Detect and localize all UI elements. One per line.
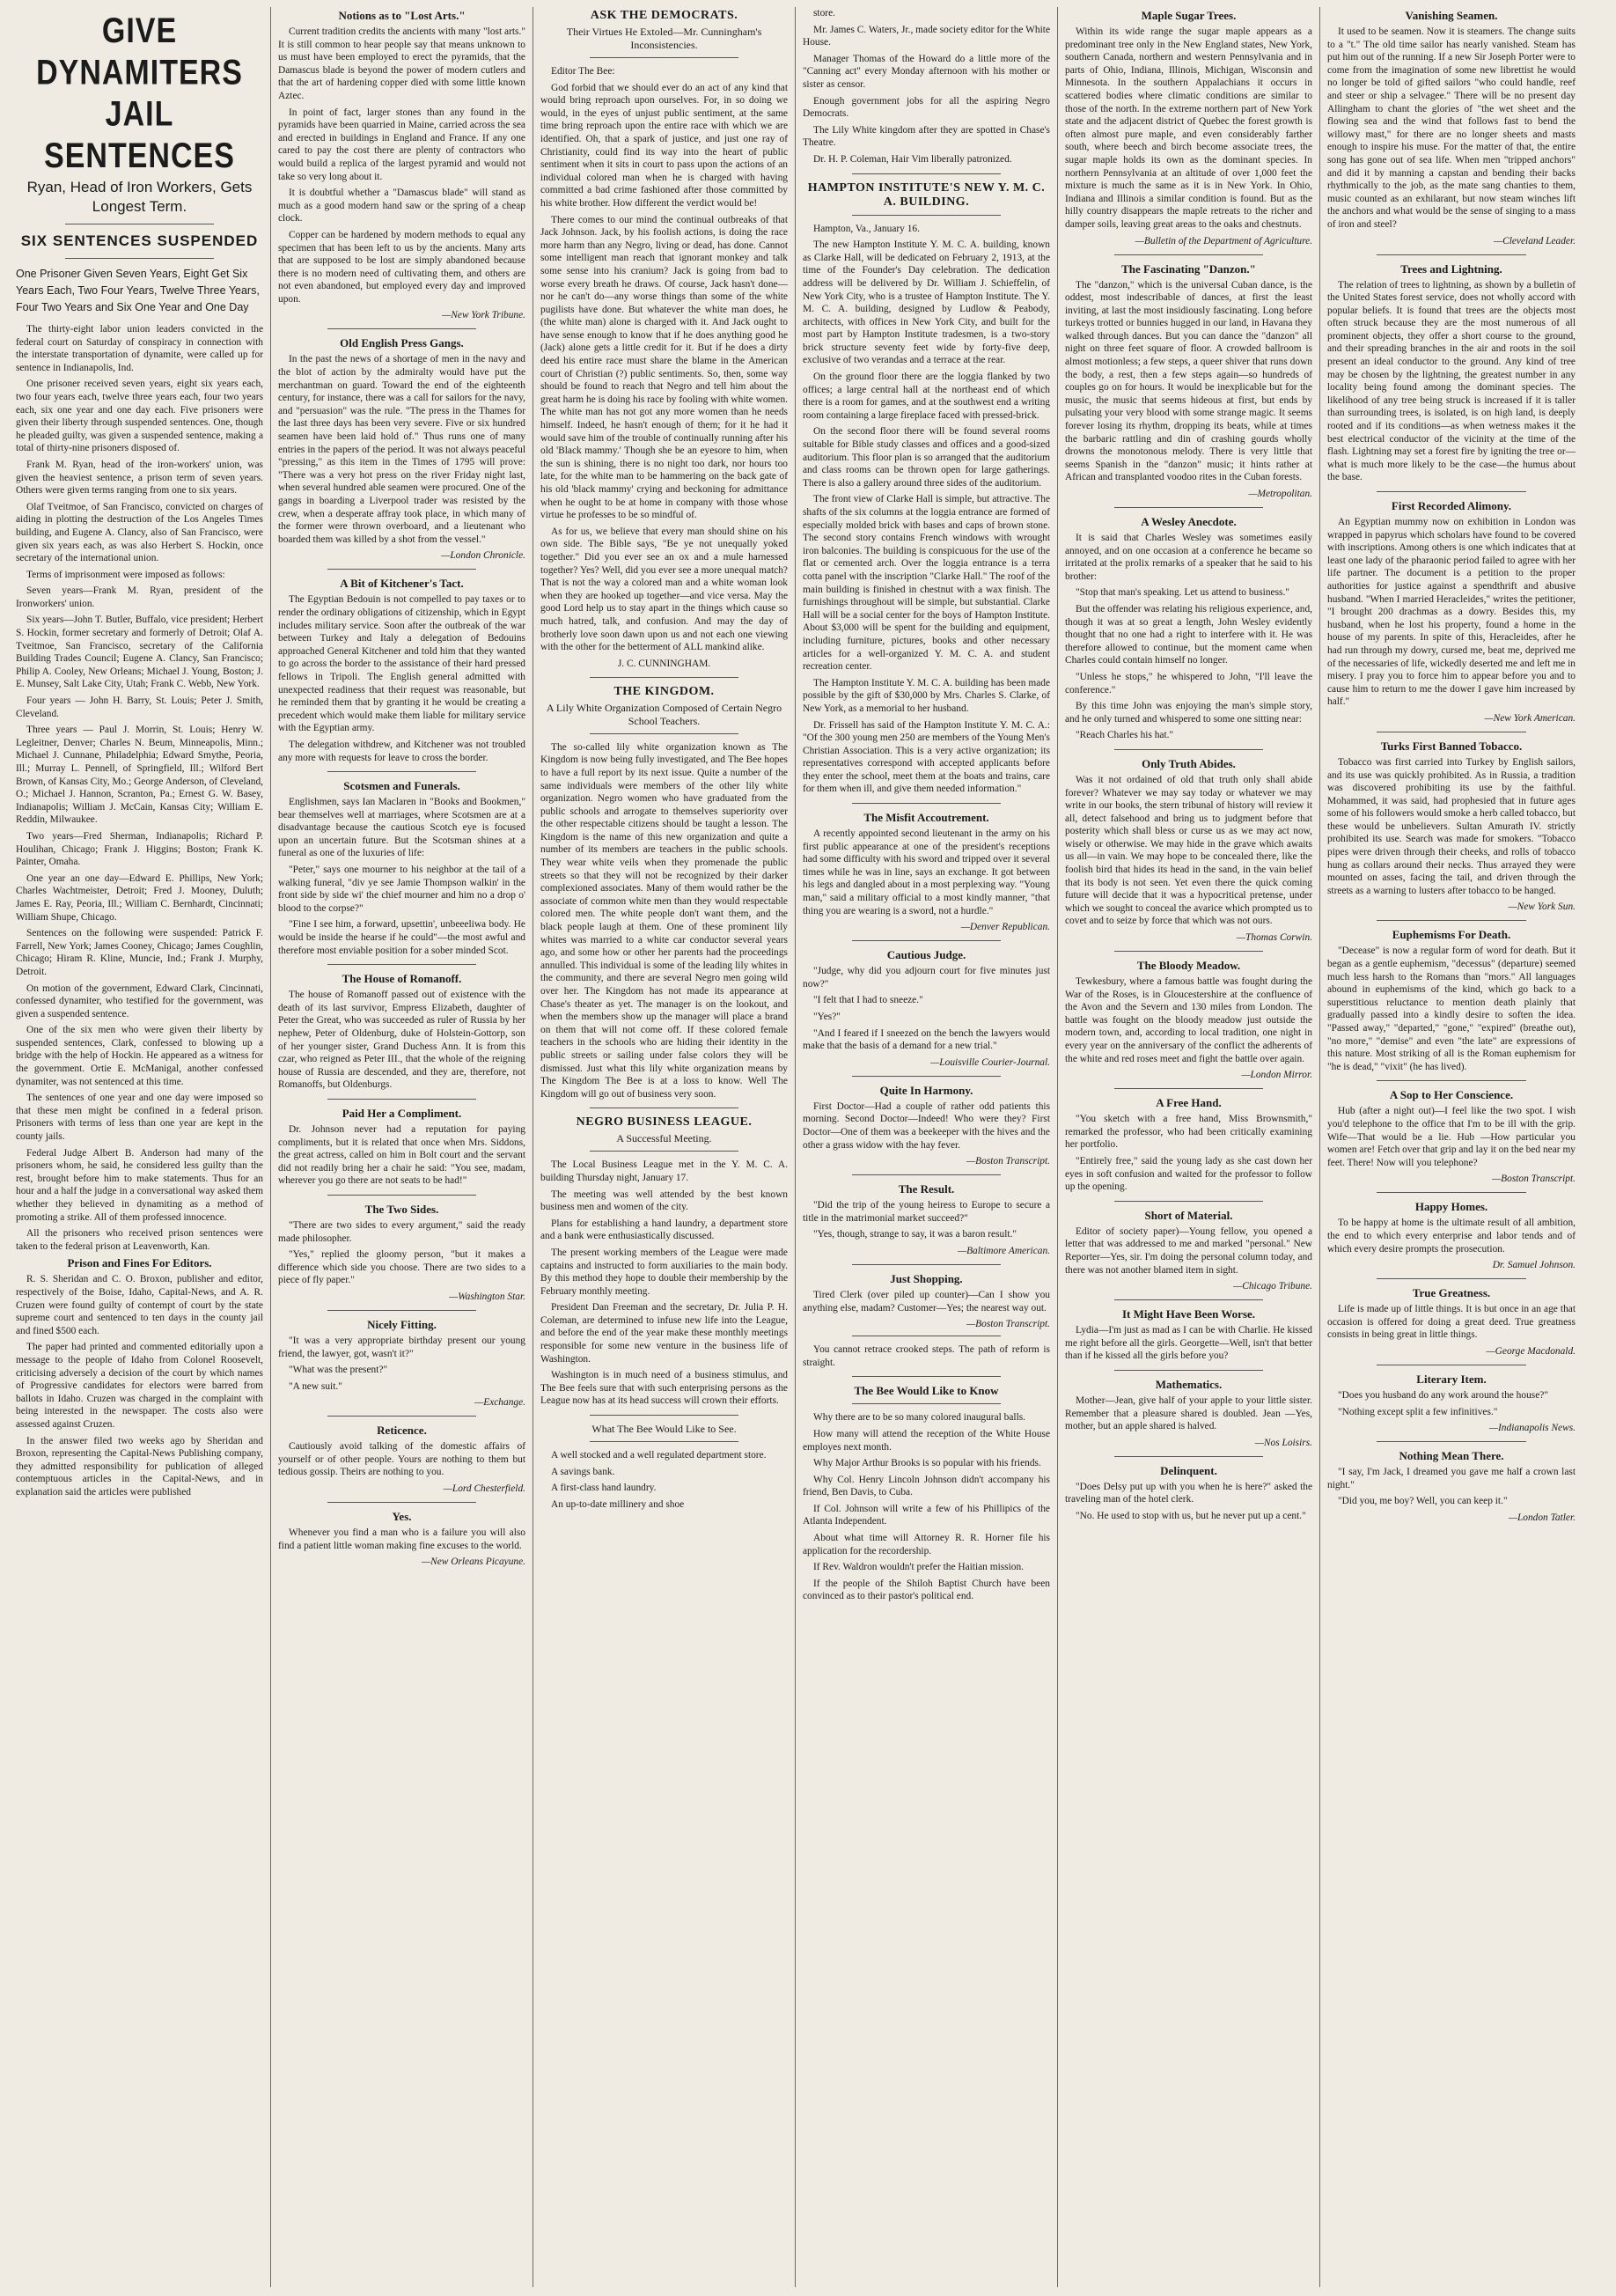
source-credit: —Nos Loisirs. <box>1254 1437 1312 1448</box>
article-ask-democrats <box>540 9 788 670</box>
article-shopping <box>803 1272 1050 1369</box>
paragraph: Plans for establishing a hand laundry, a department store and a bank were enthusiastically discussed. <box>540 1218 788 1242</box>
article-bloody-meadow <box>1065 959 1312 1081</box>
article-press-gangs <box>278 336 525 562</box>
paragraph: The so-called lily white organization known as The Kingdom is now being fully investigated, and The Bee hopes to have a full report by its next issue. Quite a number of the same individuals were members of the other lily white organization. Negro women who have graduated from the public schools and arrogate to themselves superiority over the other respectable citizens should be taught a lesson. The Kingdom is the name of this new organization and quite a number of its members are teachers in the public schools. They wear white veils when they promenade the public streets so that they will not be recognized by their darker complexioned associates. Many of them would rather be the associate of common white men than they would respectable colored men. The white people don't want them, and the black people laugh at them. One of these prominent lily whites was married to a white car conductor several years ago, and some how or other her parents had the proceedings annulled. This individual is some of the leading lily whites in the community, and there are several Negro men going wild over her. The Kingdom has not made its appearance at Chase's theater as yet. The manager is on the lookout, and when the members show up the manager will place a brand on them that will not come off. If these colored female teachers in the schools who are hiding their identity in the public streets or sailing under false colors they will be dismissed. Just what this lily white organization means by The Kingdom The Bee is at a loss to know. Well The Kingdom will go out of business very soon. <box>540 741 788 1100</box>
dateline: Hampton, Va., January 16. <box>813 223 920 234</box>
paragraph: Sentences on the following were suspended: Patrick F. Farrell, New York; James Cooney, Chicago; James Coughlin, Chicago; Hiram R. Kline, Muncie, Ind.; Frank J. Murphy, Detroit. <box>16 928 263 977</box>
paragraph: On the second floor there will be found several rooms suitable for Bible study classes and offices and a good-sized auditorium. This floor plan is so arranged that the auditorium and class rooms can be thrown open for large gatherings. There is also a gallery around three sides of the auditorium. <box>803 426 1050 489</box>
divider <box>327 1195 476 1196</box>
divider <box>327 1502 476 1503</box>
paragraph: The house of Romanoff passed out of existence with the death of its last survivor, Empress Elizabeth, daughter of Peter the Great, who was succeeded as ruler of Russia by her nephew, Peter of Oldenburg, duke of Holstein-Gottorp, son of her younger sister, Grand Duchess Ann. It is from this czar, who reigned as Peter III., that the whole of the reigning house of Russia are descended, and they are, therefore, not Romanoffs, but Oldenburgs. <box>278 990 525 1091</box>
divider <box>852 1403 1001 1404</box>
article-headline: Maple Sugar Trees. <box>1141 9 1237 22</box>
paragraph: An up-to-date millinery and shoe <box>551 1498 685 1510</box>
divider <box>590 1415 738 1416</box>
column-5 <box>1058 7 1320 2287</box>
paragraph: "No. He used to stop with us, but he never put up a cent." <box>1076 1510 1306 1521</box>
paragraph: It is doubtful whether a "Damascus blade" will stand as much as a good modern hand saw or the spring of a cheap clock. <box>278 188 525 224</box>
article-delinquent <box>1065 1464 1312 1523</box>
column-1 <box>9 7 271 2287</box>
paragraph: If Col. Johnson will write a few of his Phillipics of the Atlanta Independent. <box>803 1503 1050 1527</box>
paragraph: Olaf Tveitmoe, of San Francisco, convicted on charges of aiding in plotting the destruction of the Los Angeles Times building, and Eugene A. Clancy, also of San Francisco, were given six years each, as was also Herbert S. Hockin, once secretary of the international union. <box>16 501 263 564</box>
article-headline: The Result. <box>898 1182 955 1196</box>
paragraph: A first-class hand laundry. <box>551 1483 657 1494</box>
divider <box>1377 254 1525 255</box>
article-nothing-mean <box>1327 1449 1576 1524</box>
paragraph: How many will attend the reception of the White House employes next month. <box>803 1428 1050 1453</box>
article-headline: The Bloody Meadow. <box>1136 959 1241 973</box>
column-3 <box>533 7 796 2287</box>
article-yes <box>278 1510 525 1568</box>
article-headline: Notions as to "Lost Arts." <box>338 9 466 22</box>
paragraph: "Nothing except split a few infinitives." <box>1338 1406 1498 1417</box>
divider <box>590 1441 738 1442</box>
source-credit: —London Mirror. <box>1241 1070 1312 1081</box>
divider <box>1114 507 1263 508</box>
divider <box>852 803 1001 804</box>
paragraph: Terms of imprisonment were imposed as follows: <box>26 569 225 580</box>
paragraph: Mr. James C. Waters, Jr., made society editor for the White House. <box>803 24 1050 48</box>
source-credit: —New York Tribune. <box>442 310 525 321</box>
paragraph: About what time will Attorney R. R. Horner file his application for the recordership. <box>803 1533 1050 1556</box>
article-two-sides <box>278 1203 525 1303</box>
divider <box>852 1376 1001 1377</box>
column-2 <box>271 7 533 2287</box>
divider <box>65 258 214 259</box>
article-kingdom <box>540 685 788 1101</box>
paragraph: "Unless he stops," he whispered to John, "I'll leave the conference." <box>1065 671 1312 695</box>
article-subheadline: What The Bee Would Like to See. <box>591 1423 737 1436</box>
paragraph: Editor The Bee: <box>551 66 615 77</box>
source-credit: —London Chronicle. <box>441 550 525 562</box>
article-headline: ASK THE DEMOCRATS. <box>590 9 738 22</box>
article-literary-item <box>1327 1372 1576 1434</box>
paragraph: A savings bank. <box>551 1466 615 1477</box>
source-credit: —Louisville Courier-Journal. <box>930 1056 1050 1068</box>
paragraph: Dr. Frissell has said of the Hampton Institute Y. M. C. A.: "Of the 300 young men 250 are members of the Young Men's Christian Association. This is a very active organization; its representatives correspond with accepted applicants before they enter the school, meet them at the boats and trains, care for them when ill, and give them needed information." <box>803 719 1050 795</box>
paragraph: "I felt that I had to sneeze." <box>813 995 923 1006</box>
paragraph: One prisoner received seven years, eight six years each, two four years each, twelve three years each, four two years each, six one year and one day each. Five prisoners were given their liberty through suspended sentences. One, though he pleaded guilty, was given a suspended sentence, making a total of thirty-nine prisoners disposed of. <box>16 379 263 454</box>
paragraph: It used to be seamen. Now it is steamers. The change suits to a "t." The old time sailor has nearly vanished. Steam has put him out of the running. If a new Sir Joseph Porter were to come from the imagination of some new librettist he would no longer be told of gifted sailors "who could handle, reef and steer or ship a selvagee." There will be no present day Allingham to chant the glories of "the wet sheet and the flowing sea and the wind that follows fast to bend the willowy mast," for there are no longer sheets and masts enough to inspire his muse. For the matter of that, the entire song has gone out of sea life. When men "tripped anchors" and did it by manning a capstan and bending their backs rhythmically to the job, as the mate sang chanties to them, music counted as an exhilarant, but now steam winches lift the anchors and what would be the sense of singing to a mass of iron and steel? <box>1327 26 1576 230</box>
source-credit: —Denver Republican. <box>960 922 1050 933</box>
article-nicely-fitting <box>278 1318 525 1409</box>
paragraph: The front view of Clarke Hall is simple, but attractive. The shafts of the six columns at the loggia entrance are formed of especially molded brick with bases and caps of brown stone. The second story contains French windows with wrought iron balconies. The building is conspicuous for the use of the flat or cemented arch. Over the loggia entrance is a terra cotta panel with the inscription "Clarke Hall." The roof of the main building is finished in chestnut with a wax finish. The furnishings throughout will be simple, but substantial. Clarke Hall will be a social center for the boys of Hampton Institute. About $3,000 will be spent for the building and equipment, including furniture, pictures, books and other necessary articles for a well-organized Y. M. C. A. and student recreation center. <box>803 494 1050 673</box>
paragraph: Federal Judge Albert B. Anderson had many of the prisoners whom, he said, he considered less guilty than the rest, brought before him to make statements. Thus for an hour and a half the judge in a conversational way asked them whether they believed in dynamiting as a method of promoting a strike. All of them professed innocence. <box>16 1147 263 1223</box>
paragraph: On motion of the government, Edward Clark, Cincinnati, confessed dynamiter, who testified for the government, was given a suspended sentence. <box>16 982 263 1019</box>
article-headline: It Might Have Been Worse. <box>1121 1307 1256 1321</box>
paragraph: Washington is in much need of a business stimulus, and The Bee feels sure that with such enterprising persons as the League now has at its head success will crown their efforts. <box>540 1370 788 1407</box>
divider <box>1377 1441 1525 1442</box>
article-headline: The Bee Would Like to Know <box>854 1384 999 1398</box>
divider <box>1377 920 1525 921</box>
article-might-be-worse <box>1065 1307 1312 1363</box>
divider <box>1114 1299 1263 1300</box>
article-misfit <box>803 811 1050 933</box>
source-credit: —New Orleans Picayune. <box>422 1556 525 1568</box>
source-credit: —Boston Transcript. <box>966 1319 1050 1330</box>
paragraph: The meeting was well attended by the best known business men and women of the city. <box>540 1188 788 1213</box>
divider <box>1377 1080 1525 1081</box>
article-headline: Yes. <box>392 1510 412 1524</box>
article-headline: Quite In Harmony. <box>879 1083 973 1097</box>
paragraph: The Hampton Institute Y. M. C. A. building has been made possible by the gift of $30,000 by Mrs. Charles S. Clarke, of New York, as a memorial to her husband. <box>803 677 1050 714</box>
article-short-material <box>1065 1209 1312 1292</box>
paragraph: "You sketch with a free hand, Miss Brownsmith," remarked the professor, who had been critically examining her portfolio. <box>1065 1114 1312 1151</box>
divider <box>852 1174 1001 1175</box>
source-credit: —New York American. <box>1484 712 1576 724</box>
paragraph: "Fine I see him, a forward, upsettin', unbeeeliwa body. He would be inside the hearse if he could"—the most awful and therefore most enviable position for a sober minded Scot. <box>278 919 525 956</box>
article-headline: Delinquent. <box>1160 1463 1217 1477</box>
paragraph: The new Hampton Institute Y. M. C. A. building, known as Clarke Hall, will be dedicated on February 2, 1913, at the time of the Founder's Day celebration. The dedication address will be delivered by Dr. William J. Schieffelin, of New York City, who is a trustee of Hampton Institute. The Y. M. C. A. building, designed by Ludlow & Peabody, architects, with offices in New York City, and built for the most part by Hampton Institute tradesmen, is a two-story brick structure seventy feet wide by forty-five deep, exclusive of two verandas and a terrace at the rear. <box>803 239 1050 366</box>
divider <box>1114 254 1263 255</box>
paragraph: Two years—Fred Sherman, Indianapolis; Richard P. Houlihan, Chicago; Frank J. Higgins; Boston; Frank K. Painter, Omaha. <box>16 830 263 868</box>
divider <box>590 677 738 678</box>
paragraph: "Peter," says one mourner to his neighbor at the tail of a walking funeral, "div ye see Jamie Thompson walkin' in the front side by side wi' the chief mourner and him no a drop o' blood to the corpse?" <box>278 865 525 914</box>
paragraph: "Entirely free," said the young lady as she cast down her eyes in soft confusion and waited for the professor to follow up the opening. <box>1065 1155 1312 1193</box>
paragraph: "What was the present?" <box>289 1365 388 1376</box>
paragraph: Englishmen, says Ian Maclaren in "Books and Bookmen," bear themselves well at marriages, where Scotsmen are at a disadvantage because the cautious Scotch eye is focused upon an uncertain future. But the Scotsman shines at a funeral as one of the luxuries of life: <box>278 797 525 859</box>
paragraph: One of the six men who were given their liberty by suspended sentences, Clark, confessed to blowing up a bridge with the help of Hockin. He appeared as a witness for the government. Ortie E. McManigal, another confessed dynamiter, was not sentenced at this time. <box>16 1025 263 1087</box>
column-6 <box>1320 7 1583 2287</box>
paragraph: Tired Clerk (over piled up counter)—Can I show you anything else, madam? Customer—Yes; the nearest way out. <box>803 1289 1050 1314</box>
divider <box>852 215 1001 216</box>
article-headline: Nothing Mean There. <box>1399 1449 1504 1463</box>
article-headline: Happy Homes. <box>1414 1200 1488 1214</box>
article-headline: Only Truth Abides. <box>1142 756 1236 770</box>
article-kitchener <box>278 577 525 764</box>
divider <box>327 1099 476 1100</box>
article-headline: Cautious Judge. <box>886 948 966 962</box>
divider <box>590 733 738 734</box>
article-alimony <box>1327 499 1576 725</box>
divider <box>327 964 476 965</box>
source-credit: —Boston Transcript. <box>966 1156 1050 1167</box>
paragraph: "Does Delsy put up with you when he is here?" asked the traveling man of the hotel clerk. <box>1065 1481 1312 1505</box>
headline-deck-bold: SIX SENTENCES SUSPENDED <box>20 232 259 249</box>
source-credit: —Thomas Corwin. <box>1236 932 1312 944</box>
paragraph: store. <box>813 8 835 18</box>
article-free-hand <box>1065 1096 1312 1194</box>
article-headline: The Two Sides. <box>364 1202 439 1216</box>
article-bee-like-to-see <box>540 1423 788 1511</box>
paragraph: On the ground floor there are the loggia flanked by two offices; a large central hall at the northeast end of which there is a room for games, and at the southwest end a writing room containing a large fireplace faced with pressed-brick. <box>803 372 1050 421</box>
article-bee-like-to-know <box>803 1384 1050 1603</box>
paragraph: Dr. H. P. Coleman, Hair Vim liberally patronized. <box>813 153 1012 165</box>
paragraph: Why Major Arthur Brooks is so popular with his friends. <box>813 1458 1041 1469</box>
article-headline: The Fascinating "Danzon." <box>1121 261 1256 276</box>
article-harmony <box>803 1084 1050 1167</box>
paragraph: Why there are to be so many colored inaugural balls. <box>813 1412 1026 1424</box>
divider <box>852 940 1001 941</box>
divider <box>1114 1088 1263 1089</box>
paragraph: R. S. Sheridan and C. O. Broxon, publisher and editor, respectively of the Boise, Idaho, Capital-News, and A. R. Cruzen were found guilty of contempt of court by the state supreme court and sentenced to ten days in the county jail and fined $500 each. <box>16 1274 263 1336</box>
divider <box>1377 491 1525 492</box>
paragraph: The paper had printed and commented editorially upon a message to the people of Idaho from Colonel Roosevelt, criticising adversely a decision of the court by which names of Progressive candidates for electors were barred from ballots in Idaho. Cruzen was charged in the complaint with being interested in the newspaper. The costs also were assessed against Cruzen. <box>16 1342 263 1430</box>
paragraph: "I say, I'm Jack, I dreamed you gave me half a crown last night." <box>1327 1467 1576 1490</box>
source-credit: —Indianapolis News. <box>1488 1423 1576 1434</box>
paragraph: The thirty-eight labor union leaders convicted in the federal court on Saturday of conspiracy in connection with the interstate transportation of dynamite, were called up for sentence in Indianapolis, Ind. <box>16 324 263 373</box>
article-headline: A Free Hand. <box>1156 1096 1222 1110</box>
paragraph: All the prisoners who received prison sentences were taken to the federal prison at Leavenworth, Kan. <box>16 1228 263 1252</box>
article-headline: Turks First Banned Tobacco. <box>1380 739 1523 753</box>
headline-summary: One Prisoner Given Seven Years, Eight Get Six Years Each, Two Four Years, Twelve Three Years, Four Two Years and Six One Year and One Day <box>16 268 260 313</box>
article-headline: A Bit of Kitchener's Tact. <box>340 577 464 591</box>
divider <box>1377 1278 1525 1279</box>
paragraph: Seven years—Frank M. Ryan, president of the Ironworkers' union. <box>16 585 263 609</box>
source-credit: —London Tatler. <box>1508 1512 1576 1523</box>
article-trees-lightning <box>1327 262 1576 485</box>
article-wesley <box>1065 515 1312 742</box>
author-signature: J. C. CUNNINGHAM. <box>617 658 711 669</box>
article-dynamiters <box>16 11 263 1498</box>
article-bee-like-to-see-cont <box>803 7 1050 166</box>
source-credit: —Boston Transcript. <box>1492 1174 1576 1185</box>
article-headline: Euphemisms For Death. <box>1392 928 1511 942</box>
paragraph: "It was a very appropriate birthday present our young friend, the lawyer, got, wasn't it?" <box>278 1335 525 1359</box>
column-4 <box>796 7 1058 2287</box>
paragraph: God forbid that we should ever do an act of any kind that would bring reproach upon ourselves. For, in so doing we would, in the eyes of unjust public sentiment, at the same time bring reproach upon the entire race with which we are identified. Oh, that a spark of justice, and just one ray of Christianity, could find its way into the heart of public sentiment when it sits in court to pass upon the actions of an individual colored man when he is charged with having committed a bad crime fashioned after those committed by his white brother. How different the verdict would be! <box>540 82 788 209</box>
paragraph: An Egyptian mummy now on exhibition in London was wrapped in papyrus which scholars have found to be covered with inscriptions. Among others is one which indicates that at least one lady of the pharaonic period failed to agree with her life partner. The document is a petition to the proper authorities for justice against a spendthrift and abusive husband. "When I married Heracleides," writes the petitioner, "I brought 200 drachmas as a dowry. Besides this, my husband, when he lost his property, found a home in the house of my parents. In spite of this, Heracleides, after he had run through my dowry, cursed me, beat me, deprived me of the necessaries of life, wickedly deserted me and left me in misery. I pray you to force him to appear before you and to cause him to return to me the dower I gave him increased by half." <box>1327 517 1576 708</box>
article-headline: A Wesley Anecdote. <box>1141 515 1237 528</box>
paragraph: Manager Thomas of the Howard do a little more of the "Canning act" every Monday afternoon with his mother or sister as censor. <box>803 53 1050 90</box>
source-credit: —Bulletin of the Department of Agriculture. <box>1135 235 1312 247</box>
article-tobacco <box>1327 740 1576 914</box>
paragraph: Within its wide range the sugar maple appears as a predominant tree only in the New England states, New York, southern Canada, northern and western Pennsylvania and in parts of Ohio, Indiana, Illinois, Michigan, Wisconsin and Minnesota. In the southern Appalachians it occurs in scattered bodies where climatic conditions are similar to those of the north. In the extreme northern part of New York state and the adjacent district of Quebec the forest growth is often almost pure maple, and even considerably farther south, where beech and birch become associate trees, the sugar maple holds its own as the dominant species. In northern Pennsylvania at an altitude of over 1,000 feet the mixture is much the same as it is in New York. In Ohio, Indiana and Illinois a similar condition is found. But as the hilly country disappears the maple retreats to the richer and damper soils, leaving great areas to the oaks and chestnuts. <box>1065 26 1312 230</box>
paragraph: "Stop that man's speaking. Let us attend to business." <box>1076 587 1289 599</box>
source-credit: —Chicago Tribune. <box>1233 1281 1312 1292</box>
article-hampton <box>803 181 1050 797</box>
article-happy-homes <box>1327 1200 1576 1271</box>
paragraph: The delegation withdrew, and Kitchener was not troubled any more with requests for leave to cross the border. <box>278 739 525 763</box>
paragraph: A well stocked and a well regulated department store. <box>551 1450 767 1461</box>
article-sop-conscience <box>1327 1088 1576 1185</box>
main-headline: GIVE DYNAMITERS JAIL SENTENCES <box>36 11 243 176</box>
paragraph: First Doctor—Had a couple of rather odd patients this morning. Second Doctor—Indeed! Who were they? First Doctor—One of them was a beekeeper with the hives and the other a grass widow with the hay fever. <box>803 1100 1050 1151</box>
divider <box>327 328 476 329</box>
article-subheadline: A Lily White Organization Composed of Certain Negro School Teachers. <box>546 701 782 727</box>
paragraph: President Dan Freeman and the secretary, Dr. Julia P. H. Coleman, are determined to infuse new life into the League, and before the end of the year make these monthly meetings responsible for some new venture in the business life of Washington. <box>540 1302 788 1365</box>
paragraph: Was it not ordained of old that truth only shall abide forever? Whatever we may say today or whatever we may write in our books, the stern tribunal of history will review it all, detect falsehood and bring us to judgment before that posterity which shall bless or curse us as we may act now, wisely or otherwise. We may hide in the grave which awaits us all—in vain. We may hope to be concealed there, like the foolish bird that hides its head in the sand, in the vain belief that its body is not seen. Yet even there the quick coming future will decide that it was a hypocritical pretense, under which we sought to conceal the avarice which prompted us to covet and to seize by force that which was not ours. <box>1065 774 1312 927</box>
paragraph: Six years—John T. Butler, Buffalo, vice president; Herbert S. Hockin, former secretary and formerly of Detroit; Olaf A. Tveitmoe, San Francisco, secretary of the California Building Trades Council; Eugene A. Clancy, San Francisco; Philip A. Cooley, New Orleans; Michael J. Young, Boston; J. E. Munsey, Salt Lake City, Utah; Frank C. Webb, New York. <box>16 614 263 690</box>
paragraph: The Egyptian Bedouin is not compelled to pay taxes or to render the ordinary obligations of citizenship, which in Egypt includes military service. Soon after the outbreak of the war between Turkey and Italy a delegation of Bedouins approached General Kitchener and told him that they wanted to go across the border to the assistance of their hard pressed fellows in Tripoli. The English general admitted with unexpected readiness that their request was reasonable, but he reminded them that by granting it he would be creating a precedent which would make them liable for military service with the Egyptian army. <box>278 594 525 734</box>
paragraph: In the answer filed two weeks ago by Sheridan and Broxon, representing the Capital-News Publishing company, they admitted responsibility for publication of alleged contemptuous articles in the Capital-News, and in explanation said the articles were published <box>16 1435 263 1498</box>
paragraph: Dr. Johnson never had a reputation for paying compliments, but it is related that once when Mrs. Siddons, the great actress, called on him in Bolt court and the servant did not readily bring her a chair he said: "You see, madam, wherever you go there are not seats to be had!" <box>278 1123 525 1187</box>
divider <box>852 1264 1001 1265</box>
paragraph: In point of fact, larger stones than any found in the pyramids have been quarried in Maine, carried across the sea and erected in buildings in England and France. If any one cared to pay the cost there are plenty of contractors who would build a replica of the largest pyramid and would not take so very long about it. <box>278 107 525 182</box>
divider <box>590 57 738 58</box>
article-headline: True Greatness. <box>1412 1286 1491 1300</box>
article-headline: Trees and Lightning. <box>1400 261 1502 276</box>
paragraph: "And I feared if I sneezed on the bench the lawyers would make that the basis of a demand for a new trial." <box>803 1027 1050 1052</box>
paragraph: By this time John was enjoying the man's simple story, and he only turned and whispered to some one sitting near: <box>1065 701 1312 725</box>
paragraph: Copper can be hardened by modern methods to equal any specimen that has been left to us by the ancients. Many arts that are supposed to be lost are simply abandoned because there is no modern need of cultivating them, and others are not even abandoned, but employed every day and improved upon. <box>278 229 525 305</box>
article-euphemisms <box>1327 928 1576 1073</box>
divider <box>590 1151 738 1152</box>
source-credit: —Baltimore American. <box>957 1245 1050 1256</box>
source-credit: —George Macdonald. <box>1486 1345 1576 1357</box>
article-true-greatness <box>1327 1286 1576 1358</box>
article-result <box>803 1182 1050 1257</box>
article-headline: Reticence. <box>377 1424 427 1438</box>
source-credit: —Metropolitan. <box>1248 489 1312 499</box>
headline-deck: Ryan, Head of Iron Workers, Gets Longest Term. <box>26 179 253 215</box>
paragraph: It is said that Charles Wesley was sometimes easily annoyed, and on one occasion at a conference he became so irritated at the prolix remarks of a speaker that he said to his brother: <box>1065 533 1312 582</box>
article-headline: Paid Her a Compliment. <box>342 1106 462 1120</box>
article-maple <box>1065 9 1312 247</box>
paragraph: If the people of the Shiloh Baptist Church have been convinced as to their pastor's political end. <box>803 1578 1050 1602</box>
source-credit: —Cleveland Leader. <box>1493 235 1576 247</box>
paragraph: "Decease" is now a regular form of word for death. But it began as a gentle euphemism, "decessus" (departure) seemed much less harsh to the Romans than "mors." All languages abound in euphemisms of the kind, which go back to a superstitious reluctance to mention death plainly that gradually passed into a kindly desire to soften the idea. "Passed away," "departed," "gone," "expired" (breathe out), "no more," "demise" and even "the late" are expressions of this nature. Most striking of all is the Roman euphemism for "he is dead," "vixit" (he has lived). <box>1327 946 1576 1072</box>
paragraph: Mother—Jean, give half of your apple to your little sister. Remember that a pleasure shared is doubled. Jean —Yes, mother, but an apple shared is halved. <box>1065 1395 1312 1432</box>
paragraph: "Judge, why did you adjourn court for five minutes just now?" <box>803 966 1050 990</box>
divider <box>327 569 476 570</box>
divider <box>1114 1456 1263 1457</box>
paragraph: "There are two sides to every argument," said the ready made philosopher. <box>278 1219 525 1244</box>
paragraph: There comes to our mind the continual outbreaks of that Jack Johnson. Jack, by his foolish actions, is doing the race more harm than any Negro, living or dead, has done. Cannot some intelligent man reach that ignorant monkey and talk some sense into his cranium? Jack is going from bad to worse every breath he draws. Of course, Jack hasn't done—nor he can't do—any worse things than some of the white pugilists have done. But whatever the white man does, he (the white man) alone is charged with it. And Jack ought to have sense enough to know that if he does anything good he (Jack) alone gets a little credit for it. But if he does a dirty deed his entire race must share the blame in the American court of Christian (?) public sentiments. So, then, some way should be found to reach that Negro and tell him about the great harm he is doing his race by fooling with white women. The white man has not got any more women than he needs himself. Indeed, he hasn't enough of them; for it he had it would save him of the trouble of continually running after his old 'Black mammy.' Though she be an eyesore to him, when the sun is shining, there is no night too dark, nor hours too late, for the white man to be hammering on the back gate of his old 'black mammy' crying and beckoning for admittance when he ought to be at home in company with those whose virtue he professes to be so mindful of. <box>540 214 788 521</box>
divider <box>852 1076 1001 1077</box>
paragraph: The Lily White kingdom after they are spotted in Chase's Theatre. <box>803 124 1050 149</box>
article-truth <box>1065 757 1312 944</box>
paragraph: Current tradition credits the ancients with many "lost arts." It is still common to hear people say that means unknown to us must have been employed to erect the pyramids, that the Damascus blade is beyond the power of modern cutlers and that the art of hardening copper died with some little known Aztec. <box>278 26 525 101</box>
paragraph: The sentences of one year and one day were imposed so that these men might be confined in a federal prison. Prisoners with terms of less than one year are kept in the county jails. <box>16 1093 263 1143</box>
paragraph: Lydia—I'm just as mad as I can be with Charlie. He kissed me right before all the girls. Georgette—Well, isn't that better than if he kissed all the girls before you? <box>1065 1325 1312 1362</box>
article-headline: Just Shopping. <box>890 1271 963 1285</box>
divider <box>1114 1201 1263 1202</box>
paragraph: "Yes, though, strange to say, it was a baron result." <box>813 1229 1017 1240</box>
paragraph: The present working members of the League were made captains and instructed to form auxiliaries to the main body. By this method they hope to double their membership by the February monthly meeting. <box>540 1247 788 1297</box>
divider <box>1114 1370 1263 1371</box>
paragraph: In the past the news of a shortage of men in the navy and the blot of action by the admiralty would have put the merchantman on guard. Toward the end of the eighteenth century, for instance, there was a call for sailors for the navy, and "persuasion" was the rule. "The press in the Thames for the last three days has been very severe. Five or six hundred seamen have been laid hold of." Thus runs one of many entries in the papers of the period. It was not always peaceful "pressing," as this item in the Times of 1795 will prove: "There was a very hot press on the river Friday night last, when several hundred able seamen were procured. One of the gangs in boarding a Liverpool trader was resisted by the crew, when a desperate affray took place, in which many of the former were thrown overboard, and a lieutenant who boarded them was killed by a shot from the vessel." <box>278 354 525 545</box>
source-credit: —Washington Star. <box>449 1291 525 1302</box>
article-cautious-judge <box>803 948 1050 1069</box>
divider <box>1114 749 1263 750</box>
paragraph: The relation of trees to lightning, as shown by a bulletin of the United States forest service, does not wholly accord with popular beliefs. It is found that trees are the objects most often struck because they are the most numerous of all prominent objects, they offer a short course to the ground, and their spreading branches in the air and roots in the soil present an ideal conductor to the ground. Any kind of tree may be chosen by the lightning, the greatest number in any locality being found among the dominant species. The likelihood of any tree being struck is increased if it is taller than surrounding trees, is isolated, is on high land, is deeply rooted and if its conditions—as when wetness makes it the best electrical conductor of the vicinity at the time of the flash. Lightning may set a forest fire by igniting the tree or—what is much more likely to be the case—the humus about the base. <box>1327 279 1576 483</box>
paragraph: Editor of society paper)—Young fellow, you opened a letter that was addressed to me and marked "personal." New Reporter—Yes, sir. I'm doing the personal column today, and there was not another blamed item in sight. <box>1065 1225 1312 1276</box>
paragraph: As for us, we believe that every man should shine on his own side. The Bible says, "Be ye not unequally yoked together." Did you ever see an ox and a mule harnessed together? Yes? Well, did you ever see a more unequal match? That is not the way a colored man and a white woman look when they are hooked up together—and vice versa. May the good Lord help us to stay apart in the things which cause so much hatred, talk, and confusion. And may the day of brotherly love soon dawn upon us and not each one viewing with the other for the betterment of ALL mankind alike. <box>540 526 788 653</box>
article-business-league <box>540 1115 788 1408</box>
paragraph: Whenever you find a man who is a failure you will also find a patient little woman making fine excuses to the world. <box>278 1527 525 1551</box>
paragraph: To be happy at home is the ultimate result of all ambition, the end to which every enterprise and labor tends and of which every desire prompts the prosecution. <box>1327 1218 1576 1255</box>
source-credit: —New York Sun. <box>1508 901 1576 913</box>
paragraph: Cautiously avoid talking of the domestic affairs of yourself or of other people. Yours are nothing to them but tedious gossip. Theirs are nothing to you. <box>278 1441 525 1478</box>
article-headline: Scotsmen and Funerals. <box>343 779 460 793</box>
paragraph: The "danzon," which is the universal Cuban dance, is the oddest, most indescribable of dances, at first the least inviting, at last the most insidiously fascinating. Long before turkeys trotted or bunnies hugged in our land, in Havana they walked through dances. But you can dance the "danzon" all night on three feet square of floor. A crowded ballroom is almost motionless; a few steps, a queer shiver that runs down the body, a rest, then a few steps again—so hundreds of couples go on for hours. It would be inexplicable but for the music, the music that seems hideous at first, but ends by pulsating your very blood with some strange magic. It seems forever losing its rhythm, dropping its beats, while at times the barbaric rattling and din of crashing gourds wholly drowns the monotonous melody. There is very little that seems Spanish in the "danzon" music; it hints rather at African and transplanted voodoo rites in the Cuban forests. <box>1065 279 1312 483</box>
article-scotsmen <box>278 779 525 957</box>
divider <box>327 771 476 772</box>
source-credit: —Exchange. <box>474 1397 525 1409</box>
paragraph: One year an one day—Edward E. Phillips, New York; Charles Wachtmeister, Detroit; Fred J. Mooney, Duluth; James E. Ray, Peoria, Ill.; William C. Bernhardt, Cincinnati; William Shupe, Chicago. <box>16 872 263 923</box>
paragraph: "Yes," replied the gloomy person, "but it makes a difference which side you choose. There are two sides to a piece of fly paper." <box>278 1249 525 1286</box>
article-headline: Short of Material. <box>1144 1208 1233 1222</box>
divider <box>852 173 1001 174</box>
paragraph: If Rev. Waldron wouldn't prefer the Haitian mission. <box>813 1562 1025 1573</box>
article-headline: Vanishing Seamen. <box>1405 9 1498 22</box>
article-vanishing-seamen <box>1327 9 1576 247</box>
source-credit: Dr. Samuel Johnson. <box>1492 1260 1576 1271</box>
article-lost-arts <box>278 9 525 321</box>
paragraph: Three years — Paul J. Morrin, St. Louis; Henry W. Legleitner, Denver; Charles N. Beum, Minneapolis, Minn.; Michael J. Cunnane, Philadelphia; Edward Smythe, Peoria, Ill.; Murray L. Pennell, of Springfield, Ill.; Wilford Bert Brown, of Kansas City, Mo.; George Anderson, of Cleveland, O.; Michael J. Hannon, Scranton, Pa.; Ernest G. W. Basey, Indianapolis; William J. McCain, Kansas City; William E. Reddin, Milwaukee. <box>16 725 263 826</box>
article-headline: NEGRO BUSINESS LEAGUE. <box>576 1115 753 1130</box>
paragraph: A recently appointed second lieutenant in the army on his first public appearance at one of the president's receptions had some difficulty with his sword and tripped over it several times while he was in line, says an exchange. It got between his legs and dangled about in a most perplexing way. "Young man," said a military official to a most kindly manner, "that thing you are wearing is a sword, not a hurdle." <box>803 828 1050 916</box>
article-headline: Mathematics. <box>1155 1377 1223 1391</box>
paragraph: "Does you husband do any work around the house?" <box>1338 1389 1548 1401</box>
divider <box>327 1310 476 1311</box>
columns <box>9 7 1607 2287</box>
article-mathematics <box>1065 1378 1312 1449</box>
paragraph: Enough government jobs for all the aspiring Negro Democrats. <box>803 95 1050 120</box>
paragraph: Four years — John H. Barry, St. Louis; Peter J. Smith, Cleveland. <box>16 695 263 719</box>
article-headline: HAMPTON INSTITUTE'S NEW Y. M. C. A. BUILDING. <box>807 180 1046 209</box>
paragraph: Life is made up of little things. It is but once in an age that occasion is offered for doing a great deed. True greatness consists in being great in little things. <box>1327 1304 1576 1341</box>
paragraph: "Did you, me boy? Well, you can keep it." <box>1338 1496 1508 1507</box>
paragraph: Hub (after a night out)—I feel like the two spot. I wish you'd telephone to the office that I'm to be ill with the grip. Wife—That would be a lie. Hub —How particular you women are! Fetch over that grip and lay it on the bed near my feet. There! Now will you telephone? <box>1327 1106 1576 1168</box>
paragraph: "A new suit." <box>289 1380 342 1392</box>
article-headline: Old English Press Gangs. <box>340 336 464 350</box>
divider <box>1114 951 1263 952</box>
paragraph: Tewkesbury, where a famous battle was fought during the War of the Roses, is in Gloucestershire at the confluence of the Avon and the Severn and 130 miles from London. The battle was fought on the bloody meadow just outside the modern town, and, according to local tradition, one night in every year on the anniversary of the conflict the adherents of the white and red roses meet and fight the battle over again. <box>1065 976 1312 1064</box>
article-reticence <box>278 1424 525 1495</box>
paragraph: Tobacco was first carried into Turkey by English sailors, and its use was quickly prohibited. As in Russia, a tradition was discovered prohibiting its use by the faithful. Mohammed, it was said, had prophesied that in future ages some of his followers would smoke a herb called tobacco, but these would be unbelievers. Sultan Amurath IV. strictly prohibited its use. Search was made for smokers. "Tobacco pipes were driven through their cheeks, and rolls of tobacco hung as collars around their necks. Thus arrayed they were mounted on asses, facing the tail, and driven through the streets as a warning to lusters after tobacco to be hanged. <box>1327 756 1576 896</box>
article-danzon <box>1065 262 1312 501</box>
article-headline: Nicely Fitting. <box>367 1317 437 1331</box>
divider <box>327 1416 476 1417</box>
article-headline: The House of Romanoff. <box>342 972 462 986</box>
article-subheadline: A Successful Meeting. <box>616 1132 712 1145</box>
paragraph: "Reach Charles his hat." <box>1076 730 1174 741</box>
paragraph: But the offender was relating his religious experience, and, though it was at so great a length, John Wesley evidently thought that no one had a right to interfere with it. He was therefore allowed to continue, but the moment came when Charles could contain himself no longer. <box>1065 603 1312 666</box>
paragraph: Why Col. Henry Lincoln Johnson didn't accompany his friend, Ben Davis, to Cuba. <box>803 1474 1050 1498</box>
paragraph: "Yes?" <box>813 1012 841 1022</box>
paragraph: "Did the trip of the young heiress to Europe to secure a title in the matrimonial market succeed?" <box>803 1200 1050 1224</box>
article-headline: First Recorded Alimony. <box>1391 499 1512 512</box>
paragraph: The Local Business League met in the Y. M. C. A. building Thursday night, January 17. <box>540 1159 788 1183</box>
article-romanoff <box>278 972 525 1092</box>
article-headline: Prison and Fines For Editors. <box>67 1256 212 1270</box>
article-headline: Literary Item. <box>1416 1372 1487 1386</box>
article-compliment <box>278 1107 525 1188</box>
article-headline: THE KINGDOM. <box>613 684 715 698</box>
divider <box>1377 1192 1525 1193</box>
source-credit: —Lord Chesterfield. <box>443 1483 525 1495</box>
article-subheadline: Their Virtues He Extoled—Mr. Cunningham's Inconsistencies. <box>566 26 762 51</box>
paragraph: Frank M. Ryan, head of the iron-workers' union, was given the heaviest sentence, a prison term of seven years. Others were given terms ranging from one to six years. <box>16 459 263 497</box>
article-headline: A Sop to Her Conscience. <box>1389 1088 1514 1102</box>
paragraph: You cannot retrace crooked steps. The path of reform is straight. <box>803 1344 1050 1368</box>
article-headline: The Misfit Accoutrement. <box>863 811 989 825</box>
